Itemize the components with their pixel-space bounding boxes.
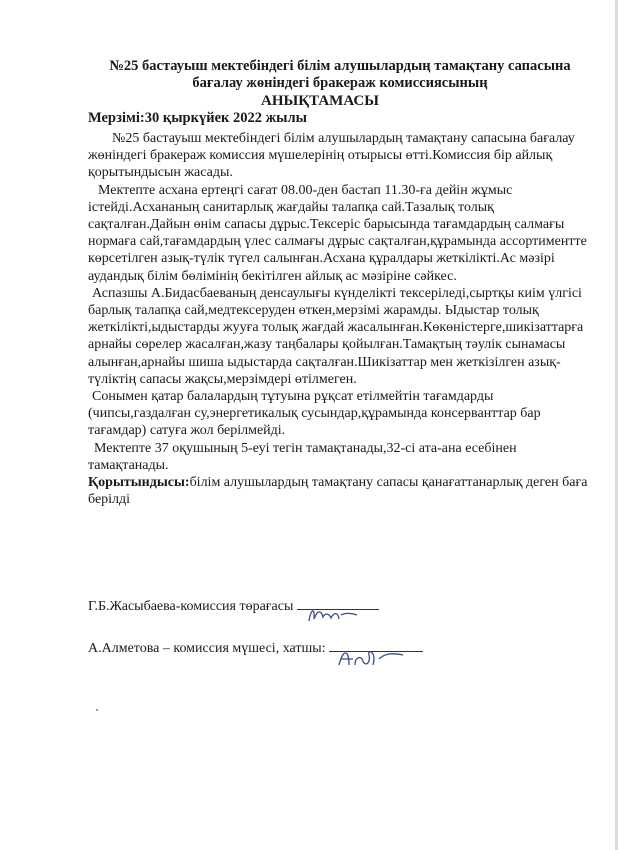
document-date: Мерзімі:30 қыркүйек 2022 жылы <box>88 110 307 126</box>
signature-chair-row <box>88 598 379 615</box>
paragraph-canteen: Мектепте асхана ертеңгі сағат 08.00-ден бастап 11.30-ға дейін жұмыс істейді.Асхананың санитарлық жағдайы талапқа сай.Тазалық толық сақталған.Дайын өнім сапасы дұрыс.Тексеріс барысында тағамдардың салмағы нормаға сай,тағамдардың үлес салмағы дұрыс сақталған,құрамында ассортиментте көрсетілген азық-түлік түгел салынған.Асхана құралдары жеткілікті.Ас мәзірі аудандық білім бөлімінің бекітілген айлық ас мәзіріне сәйкес. <box>88 182 587 284</box>
document-body <box>88 130 588 508</box>
title-line-2: бағалау жөніндегі бракераж комиссиясының <box>192 75 488 91</box>
title-line-1: №25 бастауыш мектебіндегі білім алушылардың тамақтану сапасына <box>109 58 571 74</box>
document-title: АНЫҚТАМАСЫ <box>260 93 379 109</box>
signature-secretary-row <box>88 640 423 657</box>
conclusion-label: Қорытындысы: <box>88 475 190 491</box>
secretary-name: А.Алметова – комиссия мүшесі, хатшы: <box>88 641 326 656</box>
signature-line-secretary <box>329 651 423 652</box>
paragraph-cook: Аспазшы А.Бидасбаеваның денсаулығы күнделікті тексеріледі,сыртқы киім үлгісі барлық талапқа сай,медтексеруден өткен,мерзімі жарамды. Ыдыстар толық жеткілікті,ыдыстарды жууға толық жағдай жасалынған.Көкөністерге,шикізаттарға арнайы сөрелер жасалған,жазу таңбалары қойылған.Тамақтың тәулік сынамасы алынған,арнайы шиша ыдыстарда сақталған.Шикізаттар мен жеткізілген азық-түліктің сапасы жақсы,мерзімдері өтілмеген. <box>88 285 584 387</box>
paragraph-meeting: №25 бастауыш мектебіндегі білім алушылардың тамақтану сапасына бағалау жөніндегі бракераж комиссия мүшелерінің отырысы өтті.Комиссия бір айлық қорытындысын жасады. <box>88 131 575 181</box>
paragraph-conclusion <box>88 474 588 508</box>
paragraph-restrictions: Сонымен қатар балалардың тұтуына рұқсат етілмейтін тағамдарды (чипсы,газдалған су,энергетикалық сусындар,құрамында консерванттар бар тағамдар) сатуға жол берілмейді. <box>88 389 541 439</box>
signature-line-chair <box>297 609 379 610</box>
signature-secretary-icon <box>333 645 413 671</box>
signature-chair-icon <box>301 603 371 627</box>
paragraph-students: Мектепте 37 оқушының 5-еуі тегін тамақтанады,32-сі ата-ана есебінен тамақтанады. <box>88 440 517 473</box>
scan-speck <box>96 709 98 711</box>
chair-name: Г.Б.Жасыбаева-комиссия төрағасы <box>88 599 294 614</box>
conclusion-text: білім алушылардың тамақтану сапасы қанағаттанарлық деген баға берілді <box>88 475 588 508</box>
